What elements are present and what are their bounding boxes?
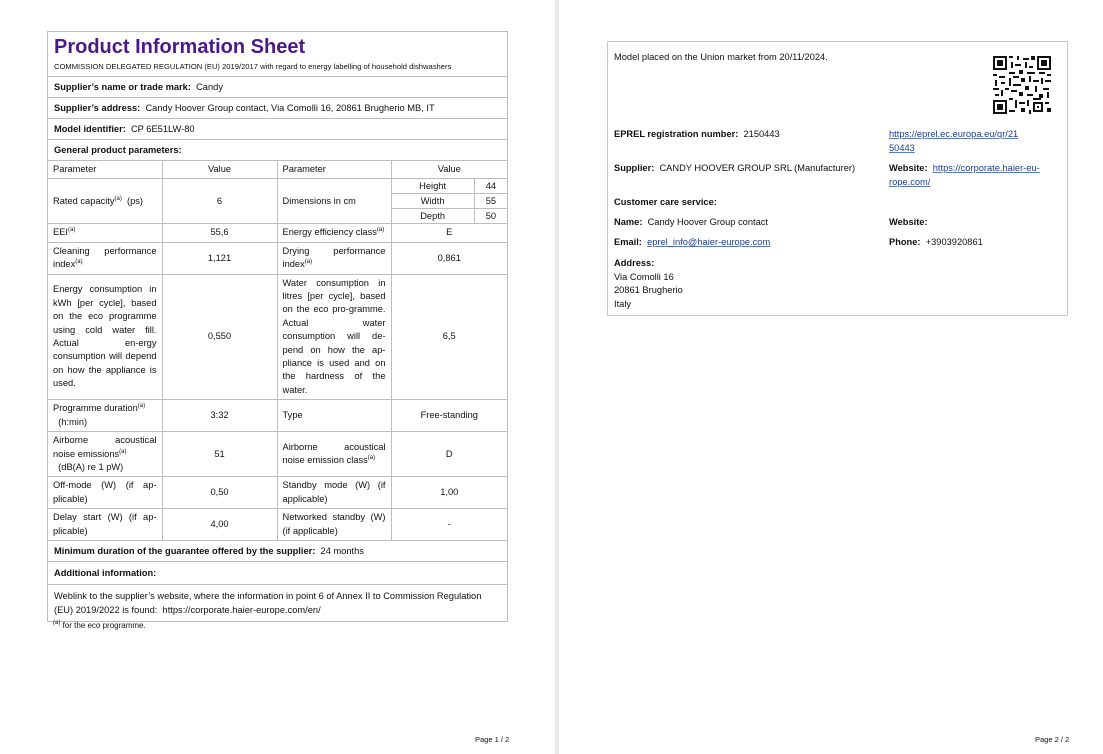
supplier-address-value: Candy Hoover Group contact, Via Comolli 16, 20861 Brugherio MB, IT: [145, 103, 435, 113]
cc-email-row: [614, 236, 770, 250]
delay-start-value: 4,00: [162, 509, 277, 541]
footnote: [53, 621, 146, 630]
cleaning-text: Cleaning performance index: [53, 245, 157, 270]
networked-standby-label: Networked standby (W) (if applicable): [277, 509, 391, 541]
noise-text: Airborne acoustical noise emissions: [53, 435, 157, 459]
cc-address-line-2: 20861 Brugherio: [614, 285, 683, 296]
footnote-marker: (a): [53, 620, 61, 626]
energy-consumption-label: Energy consumption in kWh [per cycle], based on the eco programme using cold water fill. Actual en-ergy consumption will depend on how the appliance is used.: [48, 274, 162, 400]
footnote-marker: (a): [119, 448, 127, 455]
type-label: Type: [277, 400, 391, 432]
cc-phone-value: +3903920861: [925, 237, 983, 247]
model-label: Model identifier:: [54, 124, 126, 134]
eprel-link-line-2[interactable]: 50443: [889, 142, 915, 153]
market-text: Model placed on the Union market from 20/11/2024.: [614, 52, 828, 62]
noise-class-text: Airborne acoustical noise emission class: [282, 441, 386, 466]
networked-standby-value: -: [391, 509, 507, 541]
drying-text: Drying performance index: [282, 245, 386, 270]
guarantee-value: 24 months: [320, 545, 364, 556]
customer-care-heading: [614, 196, 717, 210]
general-params-row: [48, 139, 507, 160]
cc-phone-label: Phone:: [889, 237, 921, 247]
header-parameter: Parameter: [48, 161, 162, 179]
drying-label: [277, 242, 391, 274]
rated-capacity-text: Rated capacity: [53, 195, 115, 206]
eprel-info-box: [607, 41, 1068, 316]
footnote-marker: (a): [304, 259, 313, 266]
eprel-number: [614, 128, 780, 142]
header-parameter: Parameter: [277, 161, 391, 179]
water-consumption-label: Water consumption in litres [per cycle], based on the eco pro-gramme. Actual water consumption will de-pend on how the ap-pliance is used and on the hardness of the water.: [277, 274, 391, 400]
customer-care-label: Customer care service:: [614, 197, 717, 207]
height-label: Height: [392, 179, 475, 194]
dimensions-label: Dimensions in cm: [277, 179, 391, 224]
cc-email-link[interactable]: eprel_info@haier-europe.com: [647, 237, 771, 247]
supplier-name-value: Candy: [196, 82, 223, 92]
table-row: [48, 274, 507, 400]
table-row: [48, 477, 507, 509]
off-mode-value: 0,50: [162, 477, 277, 509]
qr-code-icon: [993, 56, 1051, 114]
general-params-label: General product parameters:: [54, 145, 182, 155]
product-information-sheet: [47, 31, 508, 622]
dimensions-cell: [391, 179, 507, 224]
website-link-line-2[interactable]: rope.com/: [889, 176, 931, 187]
width-value: 55: [474, 194, 507, 209]
table-row: [48, 179, 507, 224]
table-row: [48, 224, 507, 242]
cc-address: [614, 257, 683, 311]
supplier-name-label: Supplier’s name or trade mark:: [54, 82, 191, 92]
model-row: [48, 118, 507, 139]
eprel-label: EPREL registration number:: [614, 129, 739, 139]
weblink-url[interactable]: https://corporate.haier-europe.com/en/: [162, 604, 321, 615]
rated-capacity-unit: (ps): [127, 195, 144, 206]
programme-duration-unit: (h:min): [58, 416, 88, 427]
supplier-name-row: [48, 76, 507, 97]
cc-address-line-3: Italy: [614, 298, 632, 309]
header-value: Value: [162, 161, 277, 179]
eprel-value: 2150443: [743, 129, 780, 139]
supplier-address-row: [48, 97, 507, 118]
eprel-link-line-1[interactable]: https://eprel.ec.europa.eu/qr/21: [889, 129, 1019, 139]
parameters-table: [48, 160, 507, 541]
page-2: [559, 0, 1103, 754]
table-row: [48, 432, 507, 477]
energy-class-value: E: [391, 224, 507, 242]
cc-phone-row: [889, 236, 983, 250]
depth-label: Depth: [392, 209, 475, 224]
cc-email-label: Email:: [614, 237, 642, 247]
noise-unit: (dB(A) re 1 pW): [58, 461, 124, 472]
footnote-marker: (a): [68, 227, 76, 234]
energy-class-label: [277, 224, 391, 242]
table-row: [48, 509, 507, 541]
programme-duration-label: [48, 400, 162, 432]
page-number: Page 1 / 2: [475, 735, 510, 744]
noise-value: 51: [162, 432, 277, 477]
supplier-address-label: Supplier’s address:: [54, 103, 141, 113]
energy-consumption-value: 0,550: [162, 274, 277, 400]
energy-class-text: Energy efficiency class: [282, 227, 377, 238]
cc-website-label: Website:: [889, 217, 928, 227]
cc-name-label: Name:: [614, 217, 643, 227]
noise-class-label: [277, 432, 391, 477]
cc-address-line-1: Via Comolli 16: [614, 271, 674, 282]
standby-value: 1,00: [391, 477, 507, 509]
additional-info-row: [48, 561, 507, 584]
width-label: Width: [392, 194, 475, 209]
dimensions-table: [392, 179, 508, 223]
weblink-row: [48, 584, 507, 621]
guarantee-label: Minimum duration of the guarantee offered by the supplier:: [54, 545, 316, 556]
type-value: Free-standing: [391, 400, 507, 432]
page-title: Product Information Sheet: [54, 36, 306, 58]
rated-capacity-value: 6: [162, 179, 277, 224]
programme-duration-text: Programme duration: [53, 403, 138, 414]
guarantee-row: [48, 541, 507, 561]
noise-class-value: D: [391, 432, 507, 477]
weblink-text: Weblink to the supplier’s website, where the information in point 6 of Annex II to Commission Regulation (EU) 2019/2022 is found:: [54, 590, 482, 615]
cc-address-label: Address:: [614, 258, 655, 268]
page-number: Page 2 / 2: [1035, 735, 1070, 744]
website-label: Website:: [889, 163, 928, 173]
supplier-row: [614, 162, 855, 176]
table-row: [48, 242, 507, 274]
delay-start-label: Delay start (W) (if ap-plicable): [48, 509, 162, 541]
rated-capacity-label: [48, 179, 162, 224]
website-link-line-1[interactable]: https://corporate.haier-eu-: [932, 163, 1040, 173]
eei-value: 55,6: [162, 224, 277, 242]
cc-website-row: [889, 216, 928, 230]
footnote-marker: (a): [376, 227, 385, 234]
noise-label: [48, 432, 162, 477]
eei-text: EEI: [53, 227, 68, 238]
additional-info-label: Additional information:: [54, 567, 157, 578]
footnote-text: for the eco programme.: [62, 621, 146, 630]
cc-name-row: [614, 216, 768, 230]
footnote-marker: (a): [367, 455, 376, 462]
eprel-link[interactable]: [889, 128, 1018, 155]
table-header-row: [48, 161, 507, 179]
cc-name-value: Candy Hoover Group contact: [647, 217, 768, 227]
table-row: [48, 400, 507, 432]
height-value: 44: [474, 179, 507, 194]
standby-label: Standby mode (W) (if applicable): [277, 477, 391, 509]
cleaning-label: [48, 242, 162, 274]
regulation-text: COMMISSION DELEGATED REGULATION (EU) 2019/2017 with regard to energy labelling of household dishwashers: [54, 62, 452, 71]
header-value: Value: [391, 161, 507, 179]
water-consumption-value: 6,5: [391, 274, 507, 400]
drying-value: 0,861: [391, 242, 507, 274]
cleaning-value: 1,121: [162, 242, 277, 274]
supplier-label: Supplier:: [614, 163, 655, 173]
depth-value: 50: [474, 209, 507, 224]
off-mode-label: Off-mode (W) (if ap-plicable): [48, 477, 162, 509]
eei-label: [48, 224, 162, 242]
footnote-marker: (a): [75, 259, 83, 266]
model-value: CP 6E51LW-80: [130, 124, 195, 134]
programme-duration-value: 3:32: [162, 400, 277, 432]
footnote-marker: (a): [137, 403, 146, 410]
footnote-marker: (a): [114, 195, 122, 202]
supplier-value: CANDY HOOVER GROUP SRL (Manufacturer): [659, 163, 856, 173]
supplier-website: [889, 162, 1040, 189]
